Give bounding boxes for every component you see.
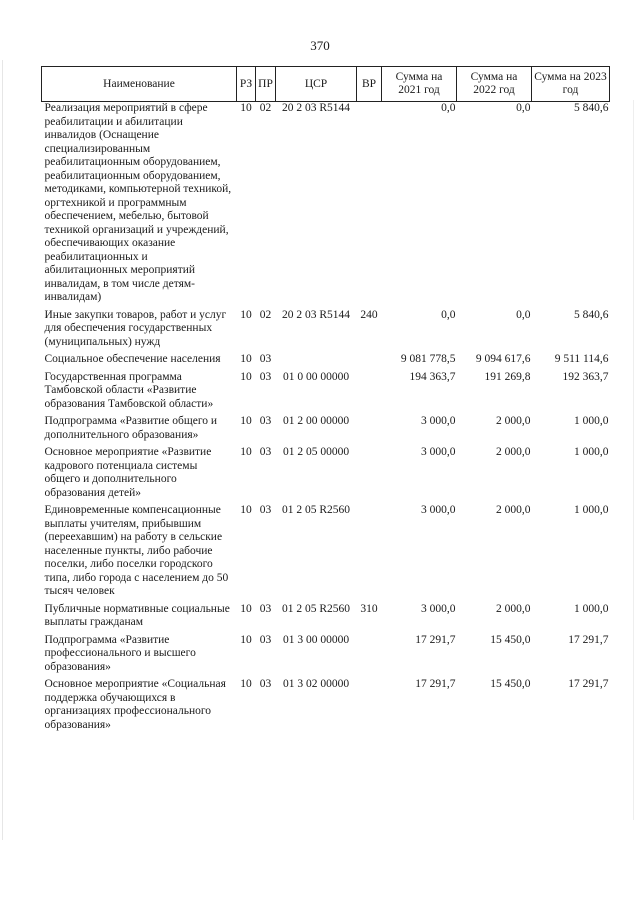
cell-sum-2022: 9 094 617,6 xyxy=(475,353,531,365)
cell-name: Социальное обеспечение населения xyxy=(44,353,221,365)
cell-rz: 10 xyxy=(240,602,252,615)
cell-rz: 10 xyxy=(240,370,252,383)
table-row xyxy=(42,630,610,675)
cell-sum-2021: 3 000,0 xyxy=(421,446,456,458)
table-body xyxy=(42,102,610,733)
cell-vr xyxy=(357,442,382,500)
cell-csr: 01 2 05 R2560 xyxy=(281,504,351,516)
budget-table xyxy=(41,66,610,732)
cell-name: Подпрограмма «Развитие профессионального и высшего образования» xyxy=(44,633,196,673)
cell-vr: 240 xyxy=(360,308,378,321)
cell-vr xyxy=(357,102,382,305)
cell-name: Единовременные компенсационные выплаты учителям, прибывшим (переехавшим) на работу в сельские населенные пункты, либо рабочие поселки, либо поселки городского типа, либо города с населением до 50 тысяч человек xyxy=(44,504,229,597)
table-row xyxy=(42,500,610,599)
cell-csr: 20 2 03 R5144 xyxy=(281,102,351,114)
header-pr: ПР xyxy=(256,67,276,102)
cell-vr xyxy=(357,674,382,732)
cell-sum-2021: 194 363,7 xyxy=(409,370,456,383)
scan-edge-right xyxy=(633,100,634,820)
cell-name: Иные закупки товаров, работ и услуг для обеспечения государственных (муниципальных) нужд xyxy=(44,308,227,348)
cell-pr: 03 xyxy=(259,353,272,365)
cell-sum-2021: 17 291,7 xyxy=(415,633,456,646)
cell-pr: 03 xyxy=(259,415,272,427)
cell-pr: 02 xyxy=(259,308,272,321)
cell-vr xyxy=(357,500,382,599)
cell-csr: 20 2 03 R5144 xyxy=(281,308,351,321)
cell-sum-2022: 0,0 xyxy=(516,308,531,321)
table-header xyxy=(42,67,610,102)
header-csr: ЦСР xyxy=(276,67,357,102)
cell-rz: 10 xyxy=(240,504,252,516)
header-name: Наименование xyxy=(42,67,237,102)
cell-rz: 10 xyxy=(240,633,252,646)
cell-name: Основное мероприятие «Развитие кадрового потенциала системы общего и дополнительного образования детей» xyxy=(44,446,212,499)
table-row xyxy=(42,102,610,305)
cell-pr: 03 xyxy=(259,370,272,383)
cell-csr xyxy=(276,349,357,367)
cell-rz: 10 xyxy=(240,308,252,321)
header-rz: РЗ xyxy=(237,67,256,102)
scan-edge-left xyxy=(2,60,3,840)
cell-name: Государственная программа Тамбовской области «Развитие образования Тамбовской области» xyxy=(44,370,214,410)
cell-sum-2021: 3 000,0 xyxy=(421,602,456,615)
cell-vr xyxy=(357,411,382,442)
cell-rz: 10 xyxy=(240,415,252,427)
cell-sum-2021: 3 000,0 xyxy=(421,504,456,516)
cell-pr: 02 xyxy=(259,102,272,114)
table-row xyxy=(42,367,610,412)
cell-csr: 01 2 00 00000 xyxy=(282,415,350,427)
cell-sum-2023: 5 840,6 xyxy=(574,308,609,321)
cell-sum-2022: 15 450,0 xyxy=(490,678,531,690)
header-vr: ВР xyxy=(357,67,382,102)
cell-sum-2023: 5 840,6 xyxy=(574,102,609,114)
cell-sum-2022: 2 000,0 xyxy=(496,602,531,615)
cell-pr: 03 xyxy=(259,602,272,615)
cell-sum-2023: 192 363,7 xyxy=(562,370,609,383)
cell-vr: 310 xyxy=(360,602,378,615)
cell-sum-2022: 2 000,0 xyxy=(496,504,531,516)
cell-rz: 10 xyxy=(240,102,252,114)
table-row xyxy=(42,349,610,367)
cell-vr xyxy=(357,630,382,675)
table-row xyxy=(42,599,610,630)
cell-sum-2023: 1 000,0 xyxy=(574,602,609,615)
cell-sum-2022: 15 450,0 xyxy=(490,633,531,646)
header-sum-2021: Сумма на 2021 год xyxy=(382,67,457,102)
cell-sum-2021: 9 081 778,5 xyxy=(400,353,456,365)
cell-sum-2023: 17 291,7 xyxy=(568,633,609,646)
cell-csr: 01 2 05 R2560 xyxy=(281,602,351,615)
table-row xyxy=(42,442,610,500)
cell-sum-2022: 0,0 xyxy=(516,102,531,114)
cell-csr: 01 3 00 00000 xyxy=(282,633,350,646)
cell-pr: 03 xyxy=(259,633,272,646)
cell-sum-2021: 0,0 xyxy=(441,102,456,114)
cell-rz: 10 xyxy=(240,678,252,690)
cell-name: Основное мероприятие «Социальная поддержка обучающихся в организациях профессионального образования» xyxy=(44,678,226,731)
cell-sum-2023: 1 000,0 xyxy=(574,504,609,516)
cell-pr: 03 xyxy=(259,504,272,516)
cell-sum-2022: 2 000,0 xyxy=(496,446,531,458)
cell-sum-2021: 17 291,7 xyxy=(415,678,456,690)
cell-pr: 03 xyxy=(259,678,272,690)
table-row xyxy=(42,411,610,442)
cell-sum-2023: 17 291,7 xyxy=(568,678,609,690)
header-sum-2023: Сумма на 2023 год xyxy=(532,67,610,102)
cell-vr xyxy=(357,349,382,367)
cell-rz: 10 xyxy=(240,446,252,458)
cell-name: Подпрограмма «Развитие общего и дополнительного образования» xyxy=(44,415,218,441)
table-row xyxy=(42,305,610,350)
cell-name: Реализация мероприятий в сфере реабилитации и абилитации инвалидов (Оснащение специализированным реабилитационным оборудованием, реабилитационным оборудованием, методиками, компьютерной техникой, оргтехникой и программным обеспечением, мебелью, бытовой техникой организаций и учреждений, обеспечивающих оказание реабилитационных и абилитационных мероприятий инвалидам, в том числе детям-инвалидам) xyxy=(44,102,232,303)
cell-sum-2021: 0,0 xyxy=(441,308,456,321)
table-row xyxy=(42,674,610,732)
cell-pr: 03 xyxy=(259,446,272,458)
cell-sum-2023: 9 511 114,6 xyxy=(554,353,609,365)
page-number: 370 xyxy=(310,38,330,53)
header-sum-2022: Сумма на 2022 год xyxy=(457,67,532,102)
cell-sum-2022: 191 269,8 xyxy=(484,370,531,383)
cell-csr: 01 0 00 00000 xyxy=(282,370,350,383)
cell-sum-2023: 1 000,0 xyxy=(574,415,609,427)
cell-sum-2023: 1 000,0 xyxy=(574,446,609,458)
cell-name: Публичные нормативные социальные выплаты гражданам xyxy=(44,602,230,628)
cell-csr: 01 2 05 00000 xyxy=(282,446,350,458)
cell-sum-2021: 3 000,0 xyxy=(421,415,456,427)
cell-rz: 10 xyxy=(240,353,252,365)
cell-csr: 01 3 02 00000 xyxy=(282,678,350,690)
cell-vr xyxy=(357,367,382,412)
cell-sum-2022: 2 000,0 xyxy=(496,415,531,427)
